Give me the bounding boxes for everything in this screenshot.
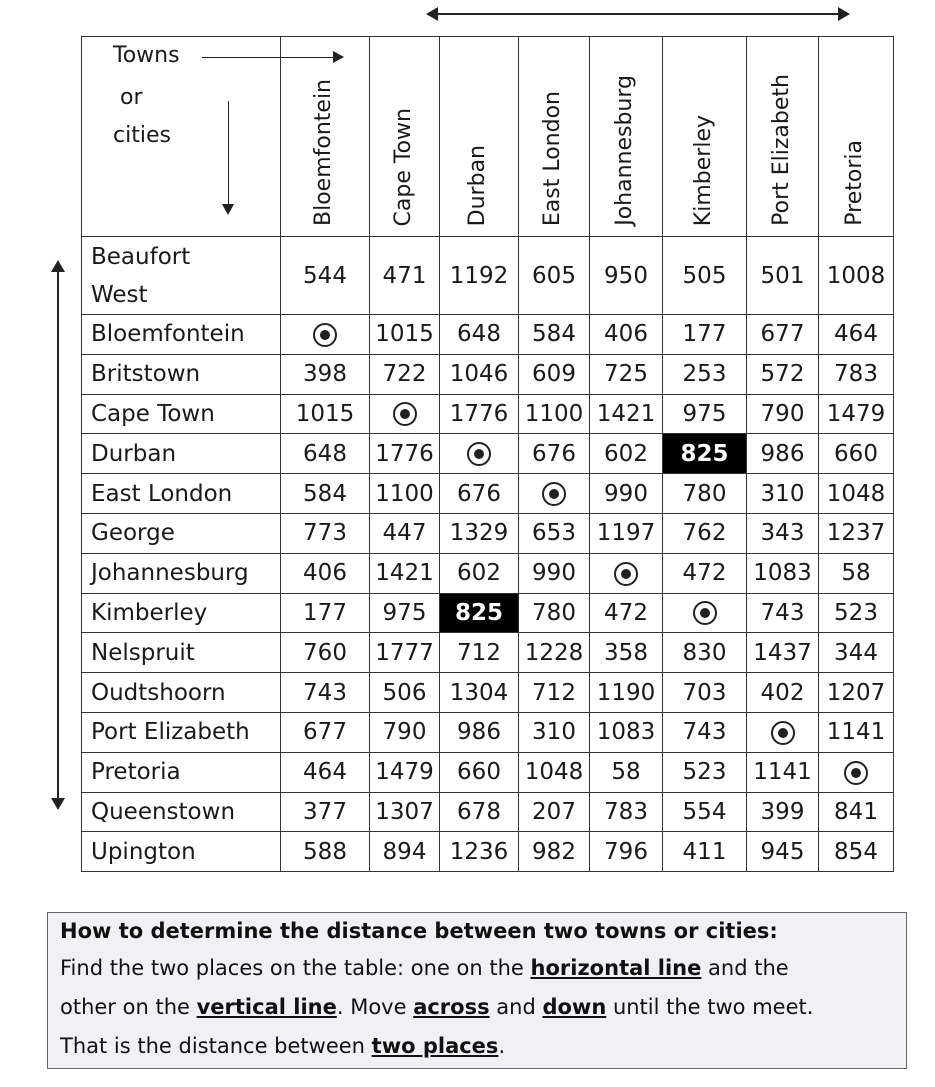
distance-cell: 653 bbox=[519, 513, 590, 553]
distance-cell: 344 bbox=[819, 633, 894, 673]
arrow-left-head bbox=[426, 7, 438, 21]
text: . Move bbox=[336, 995, 414, 1019]
distance-cell: 501 bbox=[747, 237, 819, 315]
distance-cell: 1008 bbox=[819, 237, 894, 315]
column-header bbox=[519, 37, 590, 237]
table-row bbox=[82, 237, 894, 315]
distance-cell: 762 bbox=[663, 513, 747, 553]
distance-cell: 58 bbox=[819, 553, 894, 593]
row-label: Upington bbox=[82, 832, 281, 872]
text: and the bbox=[701, 956, 789, 980]
row-label: Johannesburg bbox=[82, 553, 281, 593]
row-label: Queenstown bbox=[82, 792, 281, 832]
distance-cell: 1228 bbox=[519, 633, 590, 673]
distance-cell: 402 bbox=[747, 673, 819, 713]
table-row bbox=[82, 354, 894, 394]
distance-cell: 780 bbox=[519, 593, 590, 633]
column-header-label: Cape Town bbox=[390, 107, 416, 226]
column-header-label: Bloemfontein bbox=[311, 79, 336, 226]
distance-cell: 975 bbox=[370, 593, 440, 633]
distance-cell: 472 bbox=[663, 553, 747, 593]
same-place-cell bbox=[370, 394, 440, 434]
distance-cell: 648 bbox=[440, 315, 519, 355]
distance-cell: 1046 bbox=[440, 354, 519, 394]
row-label: Durban bbox=[82, 434, 281, 474]
vertical-double-arrow bbox=[57, 262, 60, 808]
distance-cell: 310 bbox=[747, 474, 819, 514]
distance-cell: 677 bbox=[281, 712, 370, 752]
same-place-cell bbox=[519, 474, 590, 514]
column-header bbox=[370, 37, 440, 237]
distance-cell: 1304 bbox=[440, 673, 519, 713]
distance-cell: 1190 bbox=[590, 673, 663, 713]
distance-table bbox=[81, 36, 894, 872]
column-header-label: Kimberley bbox=[690, 114, 716, 226]
column-header-label: Durban bbox=[465, 144, 490, 226]
horizontal-double-arrow bbox=[428, 13, 848, 16]
table-row bbox=[82, 315, 894, 355]
distance-cell: 1141 bbox=[747, 752, 819, 792]
distance-cell: 780 bbox=[663, 474, 747, 514]
distance-cell: 830 bbox=[663, 633, 747, 673]
table-row bbox=[82, 593, 894, 633]
row-label: Port Elizabeth bbox=[82, 712, 281, 752]
distance-cell: 982 bbox=[519, 832, 590, 872]
bullseye-icon bbox=[393, 402, 417, 426]
table-row bbox=[82, 712, 894, 752]
distance-cell: 945 bbox=[747, 832, 819, 872]
bullseye-icon bbox=[693, 601, 717, 625]
distance-cell: 648 bbox=[281, 434, 370, 474]
distance-cell: 1100 bbox=[519, 394, 590, 434]
column-header bbox=[440, 37, 519, 237]
distance-cell: 406 bbox=[281, 553, 370, 593]
column-header-label: Pretoria bbox=[842, 140, 867, 226]
row-label: Beaufort West bbox=[82, 237, 281, 315]
distance-cell: 1192 bbox=[440, 237, 519, 315]
distance-cell: 743 bbox=[747, 593, 819, 633]
distance-cell: 464 bbox=[819, 315, 894, 355]
distance-cell: 310 bbox=[519, 712, 590, 752]
distance-cell: 207 bbox=[519, 792, 590, 832]
distance-cell: 790 bbox=[370, 712, 440, 752]
column-header-label: Johannesburg bbox=[612, 75, 637, 226]
distance-cell: 398 bbox=[281, 354, 370, 394]
distance-cell: 1421 bbox=[370, 553, 440, 593]
keyword-across: across bbox=[413, 995, 490, 1019]
distance-cell: 605 bbox=[519, 237, 590, 315]
distance-cell: 660 bbox=[440, 752, 519, 792]
table-row bbox=[82, 792, 894, 832]
distance-cell: 894 bbox=[370, 832, 440, 872]
distance-cell: 358 bbox=[590, 633, 663, 673]
distance-cell: 584 bbox=[519, 315, 590, 355]
row-label: Cape Town bbox=[82, 394, 281, 434]
same-place-cell bbox=[819, 752, 894, 792]
distance-cell: 1048 bbox=[819, 474, 894, 514]
distance-cell: 1421 bbox=[590, 394, 663, 434]
distance-cell: 554 bbox=[663, 792, 747, 832]
corner-cell bbox=[82, 37, 281, 237]
distance-cell: 584 bbox=[281, 474, 370, 514]
distance-cell: 722 bbox=[370, 354, 440, 394]
distance-cell: 1048 bbox=[519, 752, 590, 792]
highlighted-distance-cell: 825 bbox=[440, 593, 519, 633]
column-header bbox=[747, 37, 819, 237]
distance-cell: 505 bbox=[663, 237, 747, 315]
table-row bbox=[82, 434, 894, 474]
arrow-down-icon bbox=[228, 101, 229, 213]
distance-cell: 399 bbox=[747, 792, 819, 832]
distance-cell: 950 bbox=[590, 237, 663, 315]
text: . bbox=[498, 1034, 506, 1058]
text: and bbox=[489, 995, 543, 1019]
table-row bbox=[82, 474, 894, 514]
row-label: Bloemfontein bbox=[82, 315, 281, 355]
distance-cell: 1015 bbox=[370, 315, 440, 355]
distance-cell: 1015 bbox=[281, 394, 370, 434]
distance-cell: 660 bbox=[819, 434, 894, 474]
table-body bbox=[82, 237, 894, 872]
column-header bbox=[281, 37, 370, 237]
distance-cell: 712 bbox=[440, 633, 519, 673]
distance-cell: 1237 bbox=[819, 513, 894, 553]
keyword-horizontal-line: horizontal line bbox=[530, 956, 702, 980]
distance-cell: 975 bbox=[663, 394, 747, 434]
distance-cell: 1083 bbox=[747, 553, 819, 593]
column-header bbox=[590, 37, 663, 237]
table-row bbox=[82, 752, 894, 792]
distance-cell: 343 bbox=[747, 513, 819, 553]
distance-cell: 506 bbox=[370, 673, 440, 713]
table-row bbox=[82, 633, 894, 673]
distance-cell: 841 bbox=[819, 792, 894, 832]
column-header-label: Port Elizabeth bbox=[768, 74, 794, 226]
distance-cell: 609 bbox=[519, 354, 590, 394]
distance-cell: 447 bbox=[370, 513, 440, 553]
same-place-cell bbox=[281, 315, 370, 355]
bullseye-icon bbox=[542, 482, 566, 506]
distance-cell: 796 bbox=[590, 832, 663, 872]
distance-cell: 677 bbox=[747, 315, 819, 355]
distance-cell: 1479 bbox=[819, 394, 894, 434]
distance-cell: 602 bbox=[440, 553, 519, 593]
distance-cell: 523 bbox=[819, 593, 894, 633]
distance-cell: 406 bbox=[590, 315, 663, 355]
text: other on the bbox=[60, 995, 197, 1019]
distance-cell: 773 bbox=[281, 513, 370, 553]
distance-cell: 725 bbox=[590, 354, 663, 394]
keyword-vertical-line: vertical line bbox=[196, 995, 337, 1019]
distance-cell: 253 bbox=[663, 354, 747, 394]
same-place-cell bbox=[747, 712, 819, 752]
row-label: Oudtshoorn bbox=[82, 673, 281, 713]
distance-cell: 676 bbox=[519, 434, 590, 474]
row-label: Nelspruit bbox=[82, 633, 281, 673]
distance-cell: 783 bbox=[590, 792, 663, 832]
bullseye-icon bbox=[313, 323, 337, 347]
bullseye-icon bbox=[844, 761, 868, 785]
distance-cell: 783 bbox=[819, 354, 894, 394]
column-header bbox=[663, 37, 747, 237]
distance-cell: 760 bbox=[281, 633, 370, 673]
distance-cell: 1141 bbox=[819, 712, 894, 752]
distance-cell: 990 bbox=[519, 553, 590, 593]
corner-label-or: or bbox=[120, 85, 143, 110]
table-row bbox=[82, 553, 894, 593]
distance-cell: 1197 bbox=[590, 513, 663, 553]
arrow-right-head bbox=[838, 7, 850, 21]
distance-cell: 377 bbox=[281, 792, 370, 832]
instructions-box bbox=[47, 912, 907, 1069]
distance-cell: 1100 bbox=[370, 474, 440, 514]
distance-cell: 790 bbox=[747, 394, 819, 434]
distance-cell: 464 bbox=[281, 752, 370, 792]
distance-cell: 1207 bbox=[819, 673, 894, 713]
keyword-down: down bbox=[542, 995, 607, 1019]
bullseye-icon bbox=[467, 442, 491, 466]
bullseye-icon bbox=[771, 721, 795, 745]
table-row bbox=[82, 394, 894, 434]
distance-cell: 1236 bbox=[440, 832, 519, 872]
instructions-line-1 bbox=[60, 949, 894, 988]
distance-cell: 986 bbox=[440, 712, 519, 752]
distance-cell: 177 bbox=[663, 315, 747, 355]
distance-cell: 712 bbox=[519, 673, 590, 713]
text: until the two meet. bbox=[606, 995, 814, 1019]
table-row bbox=[82, 832, 894, 872]
same-place-cell bbox=[590, 553, 663, 593]
keyword-two-places: two places bbox=[371, 1034, 499, 1058]
distance-cell: 572 bbox=[747, 354, 819, 394]
text: That is the distance between bbox=[60, 1034, 372, 1058]
distance-cell: 588 bbox=[281, 832, 370, 872]
text: Find the two places on the table: one on the bbox=[60, 956, 531, 980]
row-label: Kimberley bbox=[82, 593, 281, 633]
distance-cell: 1307 bbox=[370, 792, 440, 832]
distance-cell: 472 bbox=[590, 593, 663, 633]
distance-cell: 703 bbox=[663, 673, 747, 713]
distance-cell: 1479 bbox=[370, 752, 440, 792]
distance-cell: 471 bbox=[370, 237, 440, 315]
distance-cell: 544 bbox=[281, 237, 370, 315]
distance-cell: 1776 bbox=[370, 434, 440, 474]
bullseye-icon bbox=[614, 562, 638, 586]
distance-cell: 990 bbox=[590, 474, 663, 514]
distance-cell: 602 bbox=[590, 434, 663, 474]
distance-cell: 676 bbox=[440, 474, 519, 514]
row-label: East London bbox=[82, 474, 281, 514]
distance-cell: 523 bbox=[663, 752, 747, 792]
corner-label-towns: Towns bbox=[113, 43, 180, 68]
distance-cell: 177 bbox=[281, 593, 370, 633]
instructions-line-3 bbox=[60, 1027, 894, 1066]
row-label: Britstown bbox=[82, 354, 281, 394]
distance-cell: 743 bbox=[663, 712, 747, 752]
column-header-label: East London bbox=[540, 90, 565, 226]
distance-cell: 1777 bbox=[370, 633, 440, 673]
distance-cell: 1776 bbox=[440, 394, 519, 434]
distance-cell: 1083 bbox=[590, 712, 663, 752]
distance-cell: 1329 bbox=[440, 513, 519, 553]
column-header bbox=[819, 37, 894, 237]
corner-label-cities: cities bbox=[113, 123, 171, 148]
instructions-title: How to determine the distance between two towns or cities: bbox=[60, 919, 778, 943]
row-label: George bbox=[82, 513, 281, 553]
row-label: Pretoria bbox=[82, 752, 281, 792]
distance-cell: 743 bbox=[281, 673, 370, 713]
instructions-line-2 bbox=[60, 988, 894, 1027]
table-row bbox=[82, 673, 894, 713]
table-row bbox=[82, 513, 894, 553]
distance-cell: 854 bbox=[819, 832, 894, 872]
arrow-up-head bbox=[51, 260, 65, 272]
distance-cell: 411 bbox=[663, 832, 747, 872]
same-place-cell bbox=[663, 593, 747, 633]
highlighted-distance-cell: 825 bbox=[663, 434, 747, 474]
arrow-down-head bbox=[51, 798, 65, 810]
distance-cell: 58 bbox=[590, 752, 663, 792]
same-place-cell bbox=[440, 434, 519, 474]
distance-cell: 1437 bbox=[747, 633, 819, 673]
distance-cell: 986 bbox=[747, 434, 819, 474]
distance-cell: 678 bbox=[440, 792, 519, 832]
